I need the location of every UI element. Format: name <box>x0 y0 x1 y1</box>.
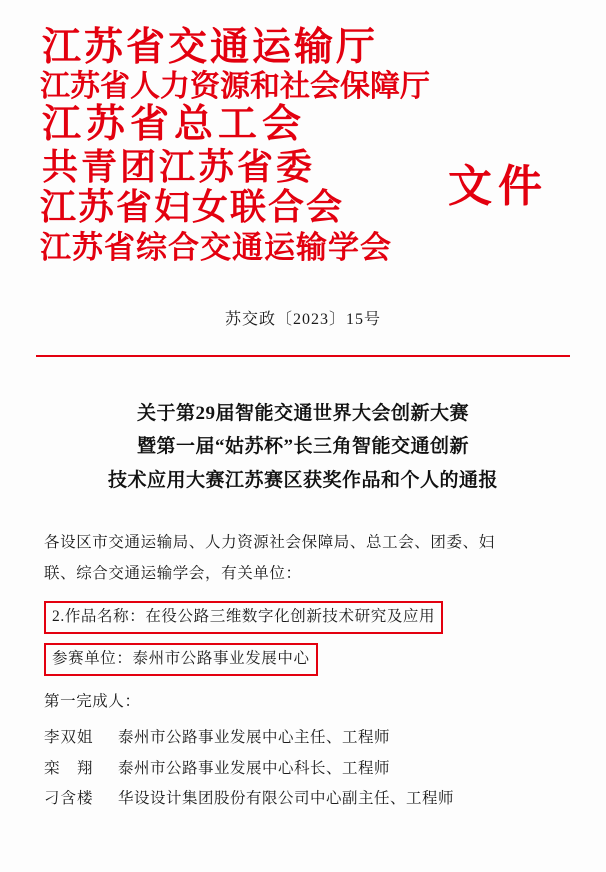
boxed-participating-unit: 参赛单位：泰州市公路事业发展中心 <box>44 643 318 676</box>
boxed-unit-wrapper <box>44 634 562 676</box>
title-line-3: 技术应用大赛江苏赛区获奖作品和个人的通报 <box>107 469 498 491</box>
issuing-organizations <box>34 28 434 263</box>
person-description: 泰州市公路事业发展中心科长、工程师 <box>118 759 391 777</box>
first-contributor-label: 第一完成人： <box>44 693 141 711</box>
masthead <box>0 0 606 300</box>
title-line-2: 暨第一届“姑苏杯”长三角智能交通创新 <box>136 436 469 458</box>
org-line-1: 江苏省交通运输厅 <box>42 26 379 69</box>
list-item <box>44 784 562 814</box>
org-line-4: 共青团江苏省委 <box>42 147 316 188</box>
person-name: 刁含楼 <box>44 789 94 807</box>
addressee-line-1: 各设区市交通运输局、人力资源社会保障局、总工会、团委、妇 <box>44 533 495 551</box>
org-line-3: 江苏省总工会 <box>42 103 307 147</box>
document-title <box>52 397 554 497</box>
boxed-work-title-wrapper <box>44 589 562 634</box>
person-description: 泰州市公路事业发展中心主任、工程师 <box>118 729 391 747</box>
org-line-6: 江苏省综合交通运输学会 <box>40 229 392 265</box>
list-item <box>44 754 562 784</box>
addressee-line-2: 联、综合交通运输学会，有关单位： <box>44 564 302 582</box>
title-line-1: 关于第29届智能交通世界大会创新大赛 <box>136 403 469 424</box>
list-item <box>44 723 562 753</box>
red-divider <box>36 355 570 357</box>
person-name: 李双姐 <box>44 729 94 747</box>
org-line-2: 江苏省人力资源和社会保障厅 <box>40 69 430 103</box>
boxed-work-title: 2.作品名称：在役公路三维数字化创新技术研究及应用 <box>44 601 443 634</box>
person-name: 栾 翔 <box>44 759 94 777</box>
org-line-5: 江苏省妇女联合会 <box>40 186 345 227</box>
person-list <box>44 723 562 814</box>
person-description: 华设设计集团股份有限公司中心副主任、工程师 <box>118 789 455 807</box>
document-number: 苏交政〔2023〕15号 <box>224 311 381 328</box>
document-keyword: 文件 <box>448 162 548 211</box>
document-body <box>44 527 562 814</box>
